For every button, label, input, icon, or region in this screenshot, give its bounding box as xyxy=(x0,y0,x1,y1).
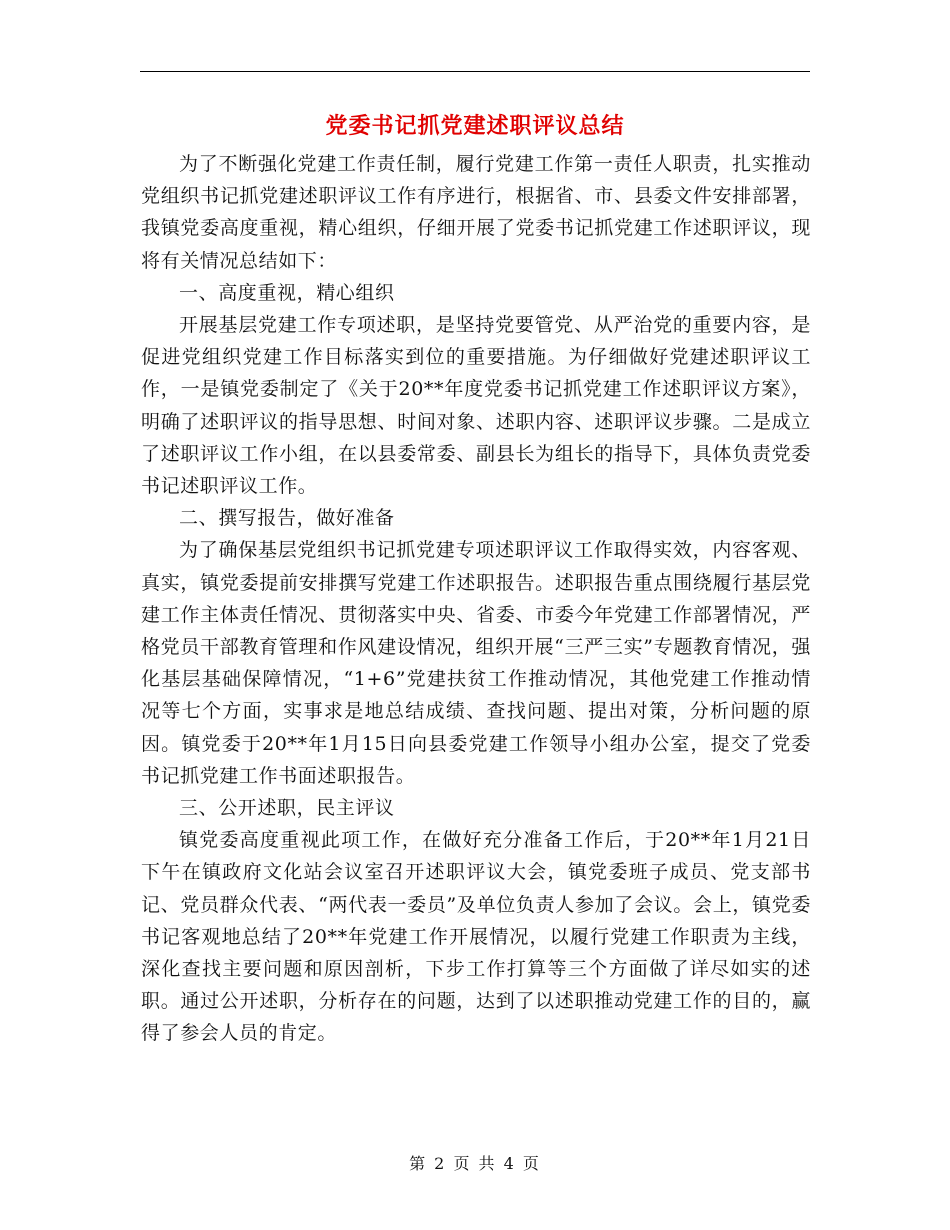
page-number-footer: 第 2 页 共 4 页 xyxy=(409,1154,541,1173)
section-3-paragraph: 镇党委高度重视此项工作，在做好充分准备工作后，于20**年1月21日下午在镇政府文化站会议室召开述职评议大会，镇党委班子成员、党支部书记、党员群众代表、“两代表一委员”及单位负责人参加了会议。会上，镇党委书记客观地总结了20**年党建工作开展情况，以履行党建工作职责为主线，深化查找主要问题和原因剖析，下步工作打算等三个方面做了详尽如实的述职。通过公开述职，分析存在的问题，达到了以述职推动党建工作的目的，赢得了参会人员的肯定。 xyxy=(141,829,811,1045)
section-heading-3: 三、公开述职，民主评议 xyxy=(179,797,395,820)
intro-paragraph: 为了不断强化党建工作责任制，履行党建工作第一责任人职责，扎实推动党组织书记抓党建述职评议工作有序进行，根据省、市、县委文件安排部署，我镇党委高度重视，精心组织，仔细开展了党委书记抓党建工作述职评议，现将有关情况总结如下： xyxy=(141,153,811,272)
document-body xyxy=(141,148,811,1050)
section-heading-1: 一、高度重视，精心组织 xyxy=(179,281,395,304)
section-heading-2: 二、撰写报告，做好准备 xyxy=(179,507,395,530)
document-title: 党委书记抓党建述职评议总结 xyxy=(325,114,625,139)
header-rule xyxy=(140,71,810,72)
section-2-paragraph: 为了确保基层党组织书记抓党建专项述职评议工作取得实效，内容客观、真实，镇党委提前安排撰写党建工作述职报告。述职报告重点围绕履行基层党建工作主体责任情况、贯彻落实中央、省委、市委今年党建工作部署情况，严格党员干部教育管理和作风建设情况，组织开展“三严三实”专题教育情况，强化基层基础保障情况，“1+6”党建扶贫工作推动情况，其他党建工作推动情况等七个方面，实事求是地总结成绩、查找问题、提出对策，分析问题的原因。镇党委于20**年1月15日向县委党建工作领导小组办公室，提交了党委书记抓党建工作书面述职报告。 xyxy=(141,539,811,787)
section-1-paragraph: 开展基层党建工作专项述职，是坚持党要管党、从严治党的重要内容，是促进党组织党建工作目标落实到位的重要措施。为仔细做好党建述职评议工作，一是镇党委制定了《关于20**年度党委书记抓党建工作述职评议方案》，明确了述职评议的指导思想、时间对象、述职内容、述职评议步骤。二是成立了述职评议工作小组，在以县委常委、副县长为组长的指导下，具体负责党委书记述职评议工作。 xyxy=(141,314,811,498)
